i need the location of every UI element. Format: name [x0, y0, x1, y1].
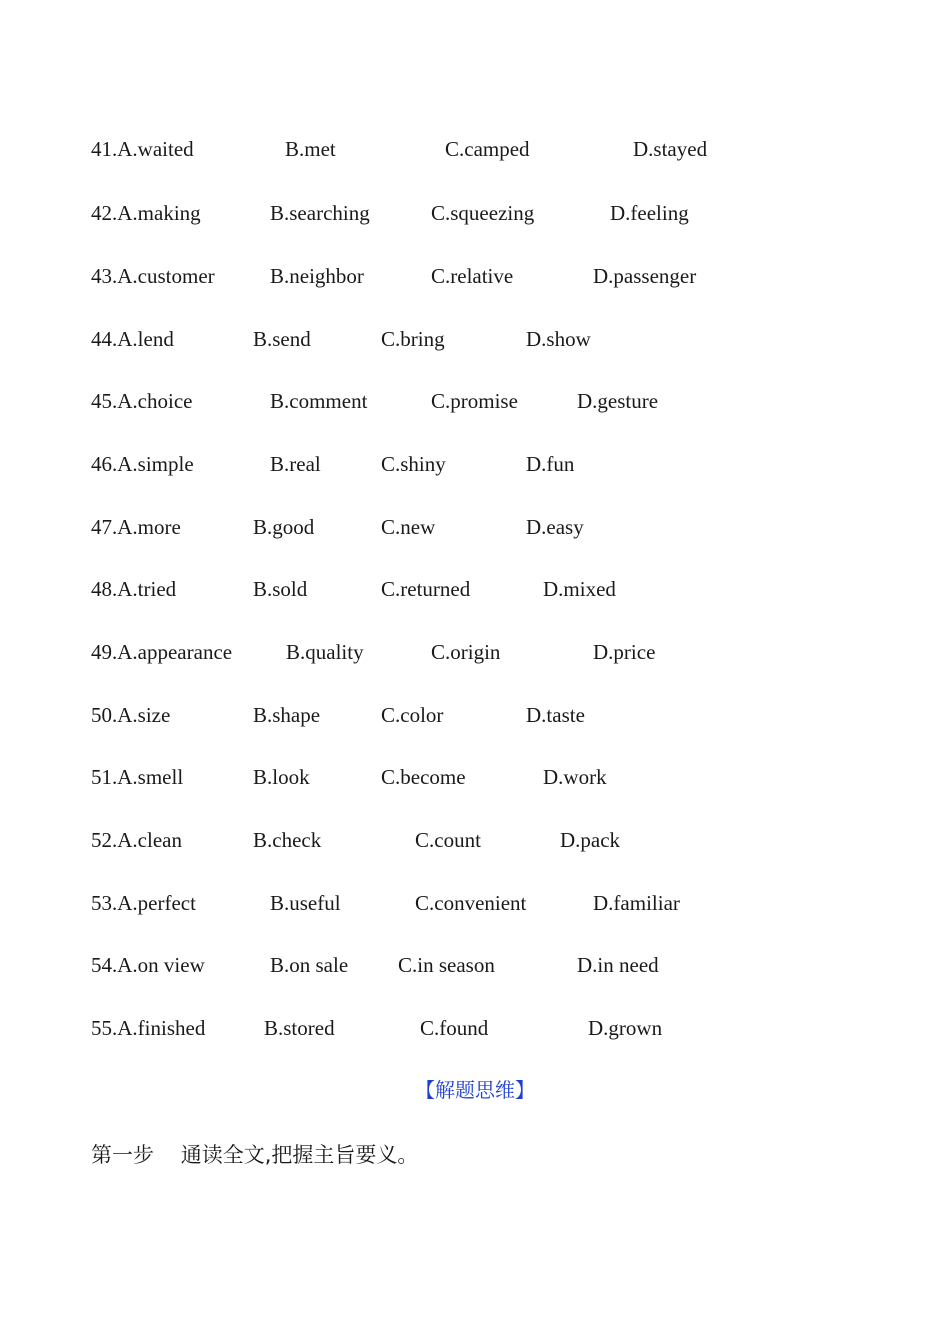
- option-b: B.good: [253, 515, 315, 539]
- option-c: C.color: [381, 703, 444, 727]
- option-a: 54.A.on view: [91, 953, 205, 977]
- option-d: D.mixed: [543, 577, 616, 601]
- option-c: C.convenient: [415, 891, 527, 915]
- step-one-text: 第一步 通读全文,把握主旨要义。: [91, 1143, 419, 1167]
- option-b: B.on sale: [270, 953, 349, 977]
- option-b: B.send: [253, 327, 311, 351]
- question-41: [0, 135, 950, 163]
- option-b: B.real: [270, 452, 321, 476]
- option-a: 50.A.size: [91, 703, 171, 727]
- option-d: D.show: [526, 327, 591, 351]
- question-46: [0, 450, 950, 478]
- question-44: [0, 325, 950, 353]
- option-a: 48.A.tried: [91, 577, 177, 601]
- option-c: C.new: [381, 515, 436, 539]
- option-d: D.grown: [588, 1016, 663, 1040]
- option-b: B.check: [253, 828, 322, 852]
- option-d: D.familiar: [593, 891, 680, 915]
- question-48: [0, 575, 950, 603]
- option-c: C.origin: [431, 640, 501, 664]
- option-a: 45.A.choice: [91, 389, 193, 413]
- option-c: C.promise: [431, 389, 518, 413]
- option-c: C.relative: [431, 264, 514, 288]
- option-c: C.camped: [445, 137, 530, 161]
- option-d: D.work: [543, 765, 607, 789]
- option-d: D.taste: [526, 703, 585, 727]
- option-c: C.bring: [381, 327, 445, 351]
- option-a: 46.A.simple: [91, 452, 194, 476]
- option-a: 53.A.perfect: [91, 891, 196, 915]
- option-d: D.stayed: [633, 137, 708, 161]
- option-d: D.in need: [577, 953, 659, 977]
- option-a: 47.A.more: [91, 515, 181, 539]
- option-b: B.neighbor: [270, 264, 364, 288]
- option-a: 43.A.customer: [91, 264, 215, 288]
- option-a: 44.A.lend: [91, 327, 174, 351]
- option-a: 41.A.waited: [91, 137, 194, 161]
- question-50: [0, 701, 950, 729]
- option-c: C.squeezing: [431, 201, 535, 225]
- option-a: 42.A.making: [91, 201, 201, 225]
- option-d: D.fun: [526, 452, 575, 476]
- option-d: D.passenger: [593, 264, 697, 288]
- option-b: B.met: [285, 137, 336, 161]
- question-47: [0, 513, 950, 541]
- section-heading: 【解题思维】: [415, 1078, 535, 1102]
- option-b: B.shape: [253, 703, 321, 727]
- option-b: B.useful: [270, 891, 341, 915]
- option-d: D.pack: [560, 828, 621, 852]
- option-a: 49.A.appearance: [91, 640, 233, 664]
- option-a: 51.A.smell: [91, 765, 184, 789]
- option-c: C.count: [415, 828, 481, 852]
- option-b: B.comment: [270, 389, 368, 413]
- option-d: D.price: [593, 640, 656, 664]
- option-a: 52.A.clean: [91, 828, 182, 852]
- option-d: D.easy: [526, 515, 584, 539]
- question-52: [0, 826, 950, 854]
- option-b: B.quality: [286, 640, 364, 664]
- option-b: B.searching: [270, 201, 370, 225]
- question-53: [0, 889, 950, 917]
- question-54: [0, 951, 950, 979]
- option-b: B.stored: [264, 1016, 335, 1040]
- option-c: C.found: [420, 1016, 489, 1040]
- question-51: [0, 763, 950, 791]
- question-42: [0, 199, 950, 227]
- option-d: D.feeling: [610, 201, 689, 225]
- option-b: B.sold: [253, 577, 308, 601]
- option-b: B.look: [253, 765, 310, 789]
- question-45: [0, 387, 950, 415]
- option-c: C.returned: [381, 577, 471, 601]
- question-43: [0, 262, 950, 290]
- question-49: [0, 638, 950, 666]
- option-c: C.in season: [398, 953, 495, 977]
- question-55: [0, 1014, 950, 1042]
- option-c: C.become: [381, 765, 466, 789]
- option-c: C.shiny: [381, 452, 446, 476]
- option-d: D.gesture: [577, 389, 659, 413]
- option-a: 55.A.finished: [91, 1016, 206, 1040]
